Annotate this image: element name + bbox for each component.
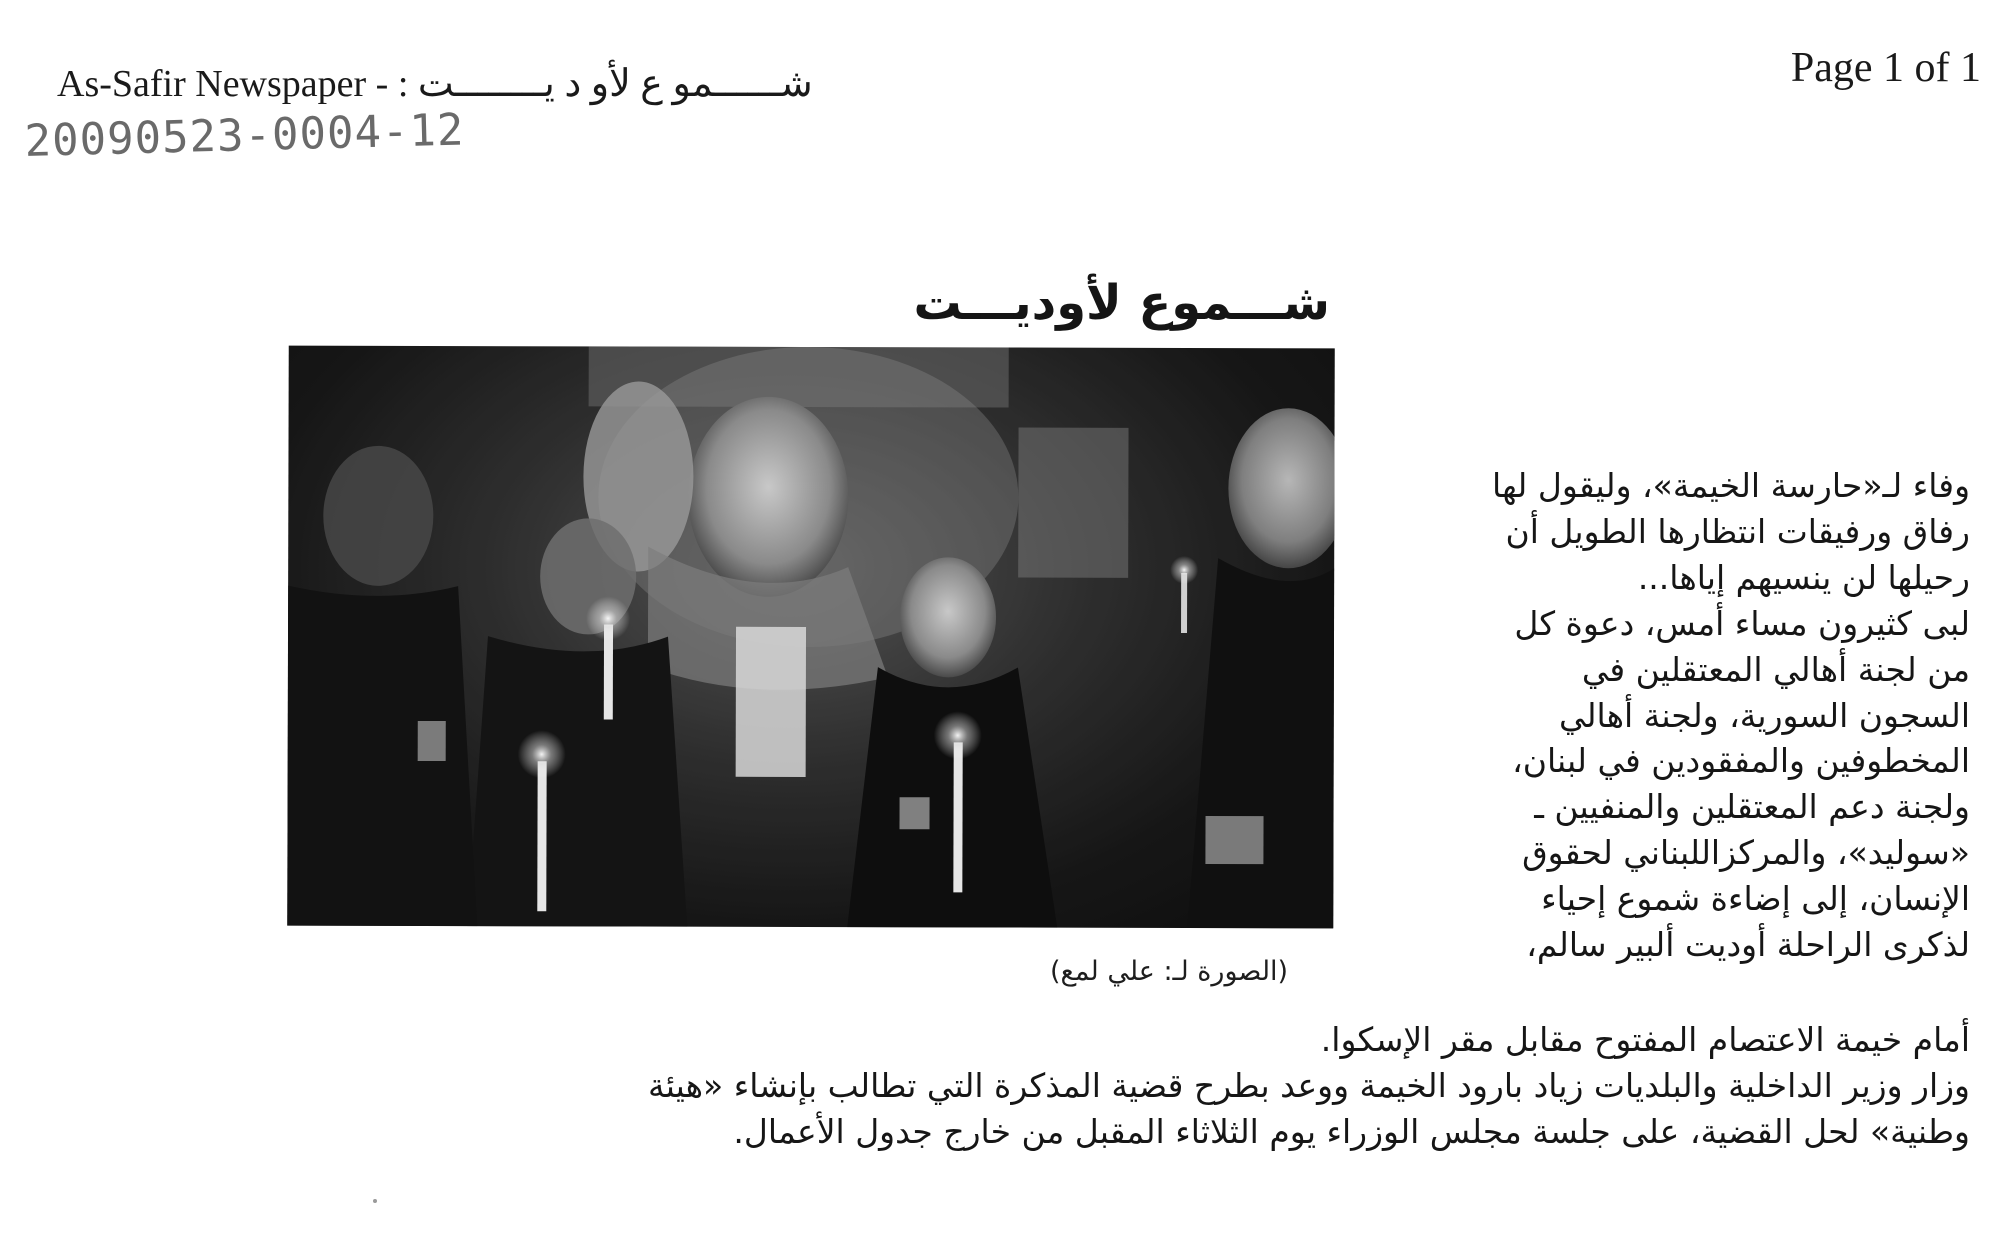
scan-speck bbox=[373, 1199, 377, 1203]
article-line: ولجنة دعم المعتقلين والمنفيين ـ bbox=[1534, 787, 1970, 827]
article-line: وطنية» لحل القضية، على جلسة مجلس الوزراء يوم الثلاثاء المقبل من خارج جدول الأعمال. bbox=[733, 1111, 1970, 1151]
article-line: المخطوفين والمفقودين في لبنان، bbox=[1512, 741, 1970, 781]
article-line: وزار وزير الداخلية والبلديات زياد بارود الخيمة ووعد بطرح قضية المذكرة التي تطالب بإنشاء «هيئة bbox=[648, 1065, 1970, 1105]
article-photo-candle-vigil bbox=[287, 346, 1335, 929]
article-line: لبى كثيرون مساء أمس، دعوة كل bbox=[1514, 603, 1970, 643]
article-line: أمام خيمة الاعتصام المفتوح مقابل مقر الإسكوا. bbox=[1320, 1020, 1970, 1059]
article-full-width-lines bbox=[360, 1017, 1970, 1155]
article-line: لذكرى الراحلة أوديت ألبير سالم، bbox=[1526, 925, 1970, 965]
article-side-column bbox=[1335, 463, 1970, 968]
article-headline: شـــموع لأوديـــت bbox=[913, 275, 1330, 331]
photo-illustration bbox=[287, 346, 1335, 929]
article-line: الإنسان، إلى إضاءة شموع إحياء bbox=[1541, 879, 1970, 919]
photo-caption: (الصورة لـ: علي لمع) bbox=[1050, 956, 1289, 987]
page-number: Page 1 of 1 bbox=[1790, 45, 1981, 91]
article-line: «سوليد»، والمركزاللبناني لحقوق bbox=[1522, 833, 1970, 873]
article-line: السجون السورية، ولجنة أهالي bbox=[1558, 695, 1970, 735]
article-line: رحيلها لن ينسيهم إياها... bbox=[1637, 557, 1970, 597]
article-line: من لجنة أهالي المعتقلين في bbox=[1581, 649, 1970, 689]
handwritten-reference-number: 20090523-0004-12 bbox=[24, 104, 466, 167]
newspaper-source-header: As-Safir Newspaper - : شــــــمو ع لأو د يــــــــت bbox=[57, 63, 813, 105]
article-line: وفاء لـ«حارسة الخيمة»، وليقول لها bbox=[1492, 466, 1970, 505]
article-line: رفاق ورفيقات انتظارها الطويل أن bbox=[1505, 511, 1970, 551]
